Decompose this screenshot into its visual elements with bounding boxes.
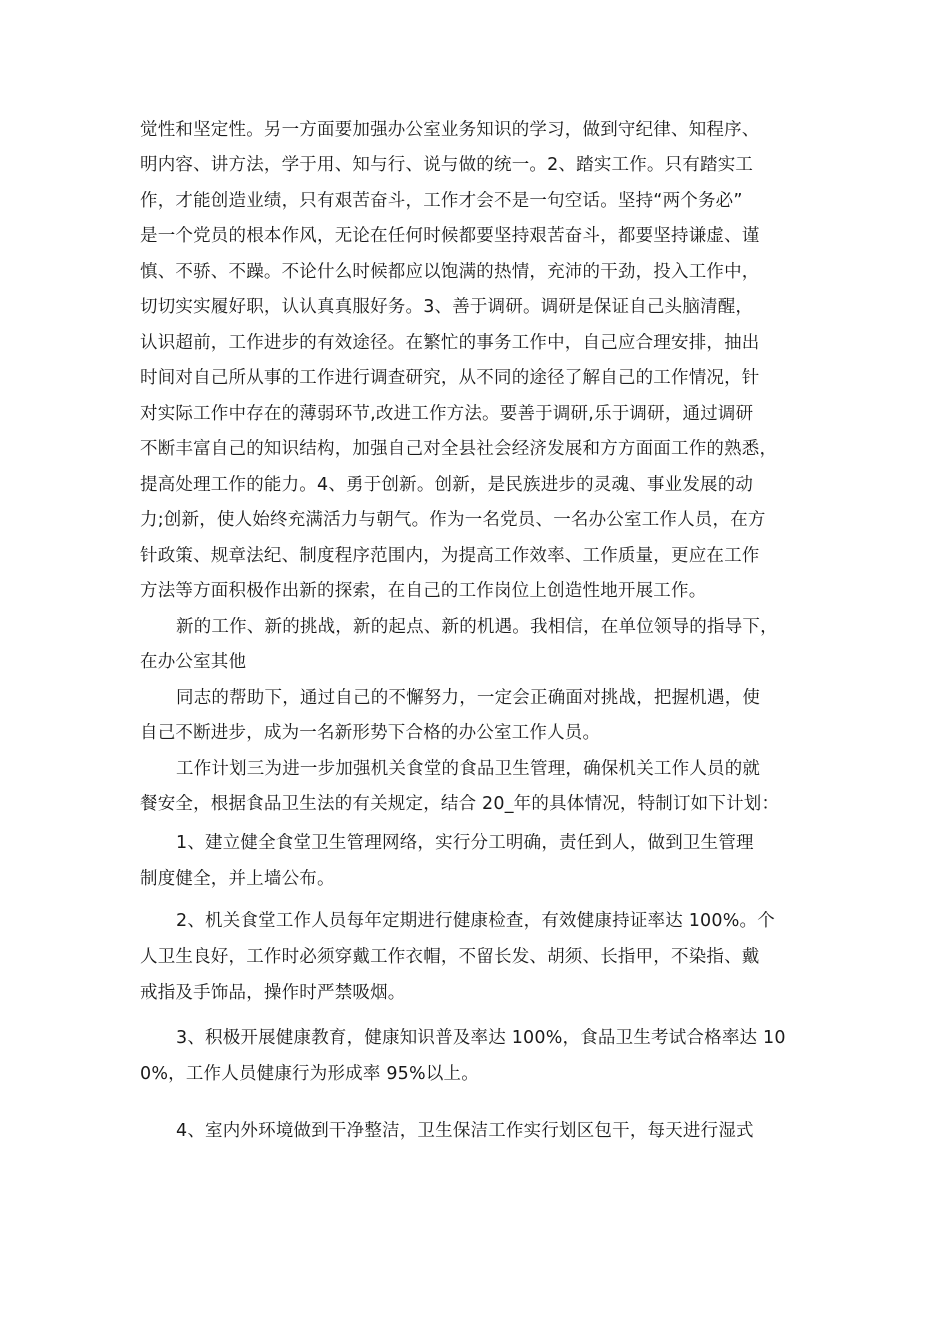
text-line: 人卫生良好，工作时必须穿戴工作衣帽，不留长发、胡须、长指甲，不染指、戴	[140, 947, 760, 967]
list-item-1-line: 1、建立健全食堂卫生管理网络，实行分工明确，责任到人，做到卫生管理	[176, 833, 754, 853]
text-line: 方法等方面积极作出新的探索，在自己的工作岗位上创造性地开展工作。	[140, 581, 707, 601]
text-line: 提高处理工作的能力。4、勇于创新。创新，是民族进步的灵魂、事业发展的动	[140, 475, 754, 495]
list-item-2-line: 2、机关食堂工作人员每年定期进行健康检查，有效健康持证率达 100%。个	[176, 911, 775, 931]
text-line: 在办公室其他	[140, 652, 247, 672]
text-line: 认识超前，工作进步的有效途径。在繁忙的事务工作中，自己应合理安排，抽出	[140, 333, 760, 353]
text-line: 慎、不骄、不躁。不论什么时候都应以饱满的热情，充沛的干劲，投入工作中，	[140, 262, 760, 282]
paragraph-first-line: 新的工作、新的挑战，新的起点、新的机遇。我相信，在单位领导的指导下，	[176, 617, 778, 637]
text-line: 切切实实履好职，认认真真服好务。3、善于调研。调研是保证自己头脑清醒，	[140, 297, 754, 317]
text-line: 时间对自己所从事的工作进行调查研究，从不同的途径了解自己的工作情况，针	[140, 368, 760, 388]
text-line: 针政策、规章法纪、制度程序范围内，为提高工作效率、工作质量，更应在工作	[140, 546, 760, 566]
text-line: 作，才能创造业绩，只有艰苦奋斗，工作才会不是一句空话。坚持“两个务必”	[140, 191, 743, 211]
paragraph-first-line: 工作计划三为进一步加强机关食堂的食品卫生管理，确保机关工作人员的就	[176, 759, 761, 779]
text-line: 自己不断进步，成为一名新形势下合格的办公室工作人员。	[140, 723, 601, 743]
list-item-3-line: 3、积极开展健康教育，健康知识普及率达 100%，食品卫生考试合格率达 10	[176, 1028, 786, 1048]
text-line: 是一个党员的根本作风，无论在任何时候都要坚持艰苦奋斗，都要坚持谦虚、谨	[140, 226, 760, 246]
text-line: 制度健全，并上墙公布。	[140, 869, 335, 889]
text-line: 餐安全，根据食品卫生法的有关规定，结合 20_年的具体情况，特制订如下计划：	[140, 794, 780, 814]
text-line: 对实际工作中存在的薄弱环节,改进工作方法。要善于调研,乐于调研，通过调研	[140, 404, 754, 424]
list-item-4-line: 4、室内外环境做到干净整洁，卫生保洁工作实行划区包干，每天进行湿式	[176, 1121, 754, 1141]
text-line: 力;创新，使人始终充满活力与朝气。作为一名党员、一名办公室工作人员，在方	[140, 510, 766, 530]
text-line: 不断丰富自己的知识结构，加强自己对全县社会经济发展和方方面面工作的熟悉，	[140, 439, 778, 459]
text-line: 0%，工作人员健康行为形成率 95%以上。	[140, 1064, 479, 1084]
text-line: 觉性和坚定性。另一方面要加强办公室业务知识的学习，做到守纪律、知程序、	[140, 120, 760, 140]
text-line: 明内容、讲方法，学于用、知与行、说与做的统一。2、踏实工作。只有踏实工	[140, 155, 754, 175]
paragraph-first-line: 同志的帮助下，通过自己的不懈努力，一定会正确面对挑战，把握机遇，使	[176, 688, 761, 708]
text-line: 戒指及手饰品，操作时严禁吸烟。	[140, 983, 406, 1003]
